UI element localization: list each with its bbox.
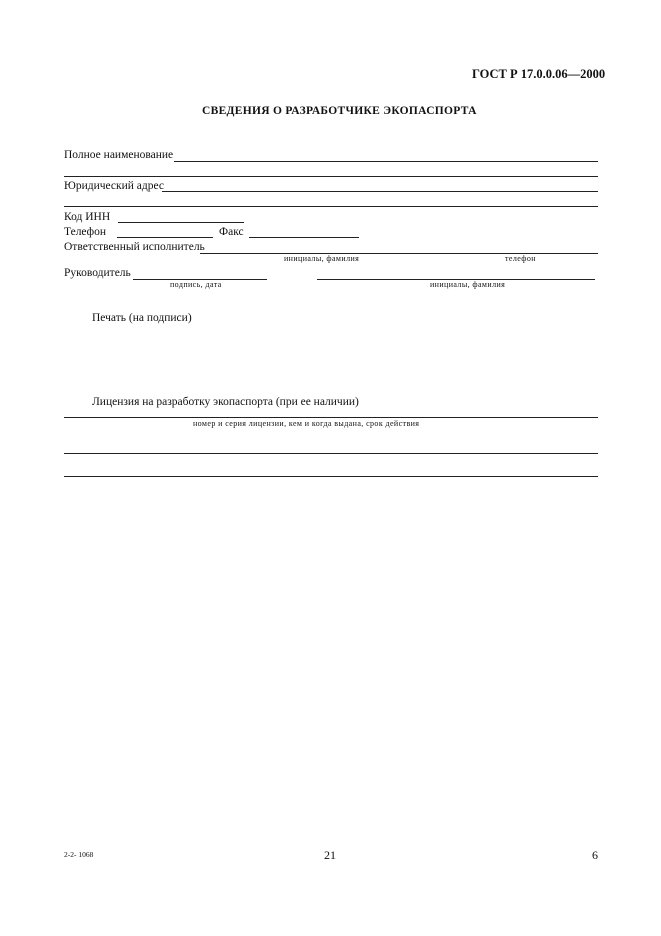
inn-field[interactable]	[118, 222, 244, 223]
legal-address-field[interactable]	[162, 191, 598, 192]
full-name-field-continuation[interactable]	[64, 176, 598, 177]
phone-label: Телефон	[64, 226, 107, 238]
fax-label: Факс	[219, 226, 244, 238]
standard-code: ГОСТ Р 17.0.0.06—2000	[472, 67, 606, 81]
head-label: Руководитель	[64, 267, 131, 279]
full-name-label: Полное наименование	[64, 149, 174, 161]
executor-caption-name: инициалы, фамилия	[284, 254, 360, 263]
stamp-label: Печать (на подписи)	[92, 312, 192, 324]
executor-caption-phone: телефон	[505, 254, 536, 263]
page-number-right: 6	[592, 848, 598, 862]
license-field-line-3[interactable]	[64, 476, 598, 477]
legal-address-label: Юридический адрес	[64, 180, 164, 192]
page-title: СВЕДЕНИЯ О РАЗРАБОТЧИКЕ ЭКОПАСПОРТА	[202, 105, 477, 117]
executor-field[interactable]	[200, 253, 598, 254]
inn-label: Код ИНН	[64, 211, 111, 223]
executor-label: Ответственный исполнитель	[64, 241, 205, 253]
license-field-line-2[interactable]	[64, 453, 598, 454]
print-code: 2-2- 1068	[64, 850, 94, 859]
page-number-center: 21	[324, 848, 336, 862]
phone-field[interactable]	[117, 237, 213, 238]
head-caption-signature: подпись, дата	[170, 280, 222, 289]
license-label: Лицензия на разработку экопаспорта (при ее наличии)	[92, 396, 359, 408]
legal-address-field-continuation[interactable]	[64, 206, 598, 207]
fax-field[interactable]	[249, 237, 359, 238]
license-caption: номер и серия лицензии, кем и когда выдана, срок действия	[193, 419, 420, 428]
head-caption-name: инициалы, фамилия	[430, 280, 506, 289]
full-name-field[interactable]	[174, 161, 598, 162]
license-field[interactable]	[64, 417, 598, 418]
